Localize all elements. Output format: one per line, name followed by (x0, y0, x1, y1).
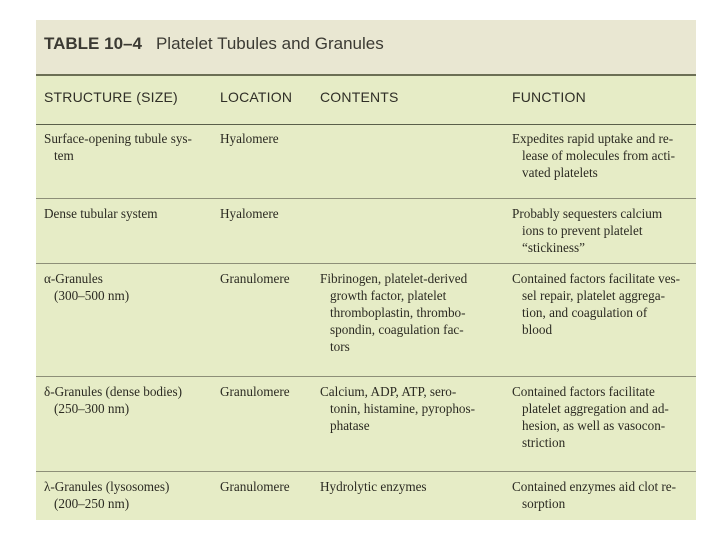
structure-line: δ-Granules (dense bodies) (44, 384, 183, 399)
table-row (36, 124, 696, 199)
structure-cell (44, 270, 214, 304)
contents-line: Fibrinogen, platelet-derived (320, 271, 468, 286)
contents-line: Calcium, ADP, ATP, sero- (320, 384, 457, 399)
function-line: hesion, as well as vasocon- (522, 418, 666, 433)
structure-cell (44, 205, 214, 222)
table-title-bar (36, 20, 696, 74)
location-cell: Hyalomere (220, 206, 279, 221)
location-cell: Granulomere (220, 479, 290, 494)
function-line: platelet aggregation and ad- (522, 401, 669, 416)
function-cell (512, 270, 696, 338)
table-number: TABLE 10–4 (44, 34, 142, 53)
function-line: lease of molecules from acti- (522, 148, 676, 163)
structure-line: (300–500 nm) (54, 288, 130, 303)
function-cell (512, 205, 696, 256)
structure-cell (44, 130, 214, 164)
header-contents: CONTENTS (320, 89, 399, 105)
structure-line: tem (54, 148, 74, 163)
function-line: striction (522, 435, 566, 450)
header-function: FUNCTION (512, 89, 586, 105)
structure-cell (44, 478, 214, 512)
structure-line: α-Granules (44, 271, 103, 286)
contents-cell (320, 383, 506, 434)
table-title-text: Platelet Tubules and Granules (155, 34, 384, 53)
function-line: blood (522, 322, 553, 337)
header-structure: STRUCTURE (SIZE) (44, 89, 178, 105)
function-line: vated platelets (522, 165, 598, 180)
function-cell (512, 478, 696, 512)
function-cell (512, 383, 696, 451)
table-header-row (36, 74, 696, 125)
table-row (36, 264, 696, 377)
contents-line: tors (330, 339, 350, 354)
location-cell: Granulomere (220, 271, 290, 286)
function-line: sorption (522, 496, 566, 511)
location-cell: Hyalomere (220, 131, 279, 146)
function-line: tion, and coagulation of (522, 305, 648, 320)
function-line: “stickiness” (522, 240, 585, 255)
contents-line: tonin, histamine, pyrophos- (330, 401, 476, 416)
structure-line: Dense tubular system (44, 206, 158, 221)
function-line: sel repair, platelet aggrega- (522, 288, 665, 303)
textbook-page (36, 20, 696, 520)
structure-line: λ-Granules (lysosomes) (44, 479, 170, 494)
function-line: Expedites rapid uptake and re- (512, 131, 674, 146)
structure-line: Surface-opening tubule sys- (44, 131, 192, 146)
table-row (36, 472, 696, 520)
structure-cell (44, 383, 214, 417)
function-line: ions to prevent platelet (522, 223, 643, 238)
platelet-table (36, 74, 696, 520)
contents-line: spondin, coagulation fac- (330, 322, 464, 337)
contents-line: thromboplastin, thrombo- (330, 305, 466, 320)
function-cell (512, 130, 696, 181)
contents-line: phatase (330, 418, 370, 433)
table-title (44, 34, 384, 54)
function-line: Contained enzymes aid clot re- (512, 479, 677, 494)
location-cell: Granulomere (220, 384, 290, 399)
contents-line: growth factor, platelet (330, 288, 447, 303)
function-line: Probably sequesters calcium (512, 206, 663, 221)
table-row (36, 377, 696, 472)
contents-cell (320, 478, 506, 495)
structure-line: (250–300 nm) (54, 401, 130, 416)
contents-cell (320, 270, 506, 355)
table-row (36, 199, 696, 264)
function-line: Contained factors facilitate (512, 384, 655, 399)
structure-line: (200–250 nm) (54, 496, 130, 511)
contents-line: Hydrolytic enzymes (320, 479, 427, 494)
function-line: Contained factors facilitate ves- (512, 271, 681, 286)
header-location: LOCATION (220, 89, 293, 105)
